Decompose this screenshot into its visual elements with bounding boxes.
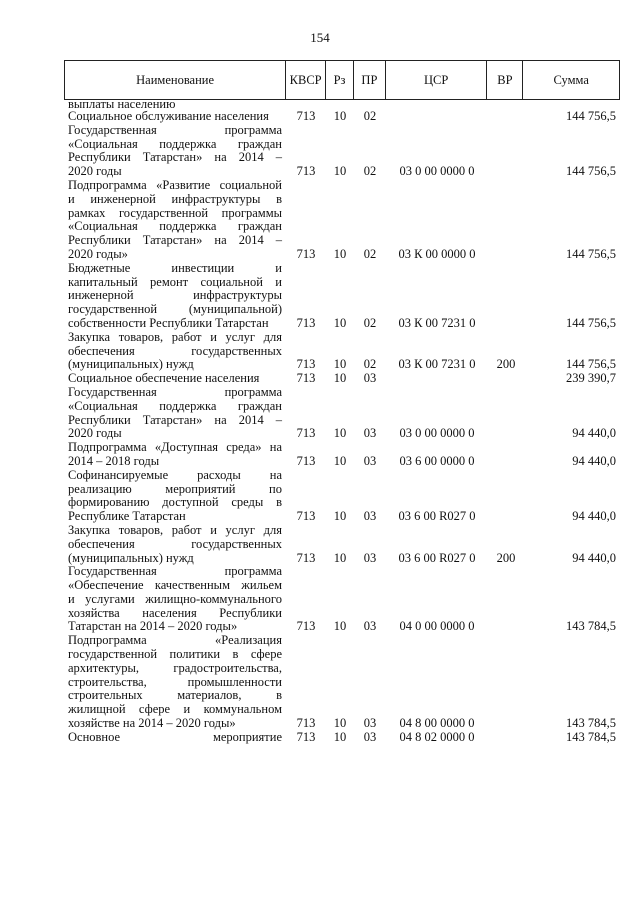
row-name-line: строительных материалов, в: [68, 688, 282, 703]
cell-rz: 10: [333, 426, 347, 441]
cell-vr: [488, 469, 524, 524]
cell-pr: 03: [363, 426, 377, 441]
cell-csr: 03 0 00 0000 0: [399, 164, 475, 179]
header-vr: ВР: [487, 61, 523, 99]
cell-sum: 144 756,5: [566, 164, 616, 179]
cell-pr: 02: [363, 109, 377, 123]
row-name-line: государственной (муниципальной): [68, 302, 282, 317]
row-name-line: хозяйства населения Республики: [68, 605, 282, 620]
row-name-line: Закупка товаров, работ и услуг для: [68, 329, 282, 344]
header-name: Наименование: [65, 61, 286, 99]
cell-rz: 10: [333, 619, 347, 634]
cell-rz: 10: [333, 371, 347, 386]
row-name-line: 2014 – 2018 годы: [68, 453, 160, 468]
row-name-line: капитальный ремонт социальной и: [68, 274, 282, 289]
cell-csr: 03 К 00 7231 0: [398, 357, 476, 372]
row-name-line: «Социальная поддержка граждан: [68, 219, 282, 234]
cell-kvsr: 713: [296, 164, 316, 179]
table-row: [64, 331, 620, 372]
cell-vr: [488, 386, 524, 441]
table-row: [64, 386, 620, 441]
row-name: [64, 565, 286, 634]
table-row: [64, 179, 620, 262]
row-name: [64, 469, 286, 524]
row-name-line: (муниципальных) нужд: [68, 357, 194, 372]
cell-sum: 143 784,5: [566, 716, 616, 731]
cell-pr: 03: [363, 453, 377, 468]
cell-kvsr: 713: [296, 371, 316, 386]
row-name-line: 2020 годы»: [68, 246, 128, 261]
row-name-line: хозяйстве на 2014 – 2020 годы»: [68, 716, 236, 731]
row-name-line: Республики Татарстан» на 2014 –: [68, 233, 282, 248]
row-name-line: Государственная программа: [68, 564, 282, 579]
cell-vr: [488, 262, 524, 331]
row-name-line: Государственная программа: [68, 122, 282, 137]
row-name-line: Основное мероприятие: [68, 729, 282, 744]
table-row: [64, 731, 620, 745]
table-row: [64, 565, 620, 634]
cell-csr: 03 0 00 0000 0: [399, 426, 475, 441]
cell-rz: 10: [333, 453, 347, 468]
row-name: [64, 386, 286, 441]
row-name-line: обеспечения государственных: [68, 343, 282, 358]
row-name-line: Республики Татарстан» на 2014 –: [68, 150, 282, 165]
cell-rz: 10: [333, 246, 347, 261]
row-name-line: Закупка товаров, работ и услуг для: [68, 522, 282, 537]
row-name-line: 2020 годы: [68, 426, 122, 441]
continued-fragment: выплаты населению: [68, 97, 176, 111]
row-name-line: «Социальная поддержка граждан: [68, 398, 282, 413]
cell-kvsr: 713: [296, 246, 316, 261]
cell-pr: 03: [363, 371, 377, 386]
cell-csr: 03 К 00 7231 0: [398, 315, 476, 330]
row-name-line: «Социальная поддержка граждан: [68, 136, 282, 151]
header-kvsr: КВСР: [286, 61, 326, 99]
cell-kvsr: 713: [296, 619, 316, 634]
header-sum: Сумма: [553, 72, 589, 87]
cell-pr: 02: [363, 164, 377, 179]
cell-sum: 94 440,0: [572, 550, 616, 565]
row-name-line: рамках государственной программы: [68, 205, 282, 220]
row-name: [64, 110, 286, 124]
table-row: [64, 124, 620, 179]
cell-pr: 02: [363, 315, 377, 330]
row-name-line: реализацию мероприятий по: [68, 481, 282, 496]
table-header: [64, 60, 620, 100]
row-name-line: обеспечения государственных: [68, 536, 282, 551]
table-row: [64, 469, 620, 524]
row-name: [64, 524, 286, 565]
row-name-line: 2020 годы: [68, 164, 122, 179]
cell-vr: [488, 634, 524, 731]
row-name-line: инженерной инфраструктуры: [68, 288, 282, 303]
row-name: [64, 441, 286, 469]
cell-vr: 200: [496, 550, 516, 565]
row-name-line: формированию доступной среды в: [68, 495, 282, 510]
cell-kvsr: 713: [296, 426, 316, 441]
cell-vr: [488, 124, 524, 179]
row-name-line: и инженерной инфраструктуры в: [68, 191, 282, 206]
table-row: [64, 262, 620, 331]
cell-sum: 94 440,0: [572, 426, 616, 441]
cell-csr: 03 6 00 R027 0: [398, 550, 476, 565]
row-name: [64, 634, 286, 731]
cell-kvsr: 713: [296, 729, 316, 744]
row-name-line: Софинансируемые расходы на: [68, 467, 282, 482]
cell-csr: [386, 110, 488, 124]
cell-pr: 03: [363, 729, 377, 744]
row-name-line: Республике Татарстан: [68, 509, 186, 524]
header-rz: Рз: [326, 61, 354, 99]
cell-kvsr: 713: [296, 315, 316, 330]
table-row: [64, 372, 620, 386]
cell-sum: 94 440,0: [572, 453, 616, 468]
cell-pr: 03: [363, 550, 377, 565]
cell-csr: 03 6 00 R027 0: [398, 509, 476, 524]
cell-sum: 239 390,7: [566, 371, 616, 386]
cell-sum: 144 756,5: [566, 315, 616, 330]
cell-rz: 10: [333, 315, 347, 330]
row-name-line: Подпрограмма «Доступная среда» на: [68, 440, 282, 455]
cell-pr: 02: [363, 246, 377, 261]
row-name-line: Социальное обеспечение населения: [68, 371, 260, 386]
table-row: [64, 634, 620, 731]
table-body: [64, 97, 620, 745]
row-name-line: (муниципальных) нужд: [68, 550, 194, 565]
cell-vr: [488, 565, 524, 634]
cell-rz: 10: [333, 357, 347, 372]
cell-vr: [488, 372, 524, 386]
cell-sum: 144 756,5: [566, 246, 616, 261]
row-name: [64, 331, 286, 372]
cell-vr: [488, 179, 524, 262]
row-name-line: строительства, промышленности: [68, 674, 282, 689]
cell-csr: 04 0 00 0000 0: [399, 619, 475, 634]
row-name-line: и услугами жилищно-коммунального: [68, 591, 282, 606]
row-name: [64, 372, 286, 386]
cell-vr: [488, 731, 524, 745]
cell-sum: 94 440,0: [572, 509, 616, 524]
cell-csr: 03 К 00 0000 0: [398, 246, 476, 261]
cell-csr: 04 8 02 0000 0: [399, 729, 475, 744]
table-row: [64, 524, 620, 565]
cell-rz: 10: [333, 509, 347, 524]
header-pr: ПР: [354, 61, 386, 99]
row-name-line: государственной политики в сфере: [68, 647, 282, 662]
cell-pr: 03: [363, 716, 377, 731]
cell-csr: 04 8 00 0000 0: [399, 716, 475, 731]
cell-rz: 10: [333, 550, 347, 565]
table-row: [64, 110, 620, 124]
row-name-line: Бюджетные инвестиции и: [68, 260, 282, 275]
row-name: [64, 262, 286, 331]
cell-pr: 02: [363, 357, 377, 372]
row-name-line: «Обеспечение качественным жильем: [68, 578, 282, 593]
cell-rz: 10: [333, 716, 347, 731]
cell-rz: 10: [333, 164, 347, 179]
row-name: [64, 124, 286, 179]
cell-vr: [488, 441, 524, 469]
row-name-line: Татарстан на 2014 – 2020 годы»: [68, 619, 238, 634]
cell-sum: 144 756,5: [566, 357, 616, 372]
row-name-line: жилищной сфере и коммунальном: [68, 702, 282, 717]
cell-sum: 144 756,5: [566, 109, 616, 123]
cell-kvsr: 713: [296, 550, 316, 565]
table-row: [64, 441, 620, 469]
cell-kvsr: 713: [296, 357, 316, 372]
row-name-line: Подпрограмма «Реализация: [68, 633, 282, 648]
cell-pr: 03: [363, 619, 377, 634]
cell-kvsr: 713: [296, 509, 316, 524]
cell-kvsr: 713: [296, 716, 316, 731]
cell-rz: 10: [333, 729, 347, 744]
cell-csr: [386, 372, 488, 386]
cell-vr: [488, 110, 524, 124]
row-name: [64, 731, 286, 745]
cell-kvsr: 713: [296, 109, 316, 123]
cell-sum: 143 784,5: [566, 619, 616, 634]
row-name-line: Социальное обслуживание населения: [68, 109, 269, 123]
cell-csr: 03 6 00 0000 0: [399, 453, 475, 468]
row-name-line: архитектуры, градостроительства,: [68, 660, 282, 675]
row-name-line: собственности Республики Татарстан: [68, 315, 269, 330]
row-name-line: Государственная программа: [68, 384, 282, 399]
cell-vr: 200: [496, 357, 516, 372]
row-name: [64, 179, 286, 262]
cell-kvsr: 713: [296, 453, 316, 468]
page-number: 154: [310, 30, 330, 45]
header-csr: ЦСР: [386, 61, 488, 99]
cell-pr: 03: [363, 509, 377, 524]
cell-sum: 143 784,5: [566, 729, 616, 744]
row-name-line: Подпрограмма «Развитие социальной: [68, 177, 282, 192]
cell-rz: 10: [333, 109, 347, 123]
row-name-line: Республики Татарстан» на 2014 –: [68, 412, 282, 427]
